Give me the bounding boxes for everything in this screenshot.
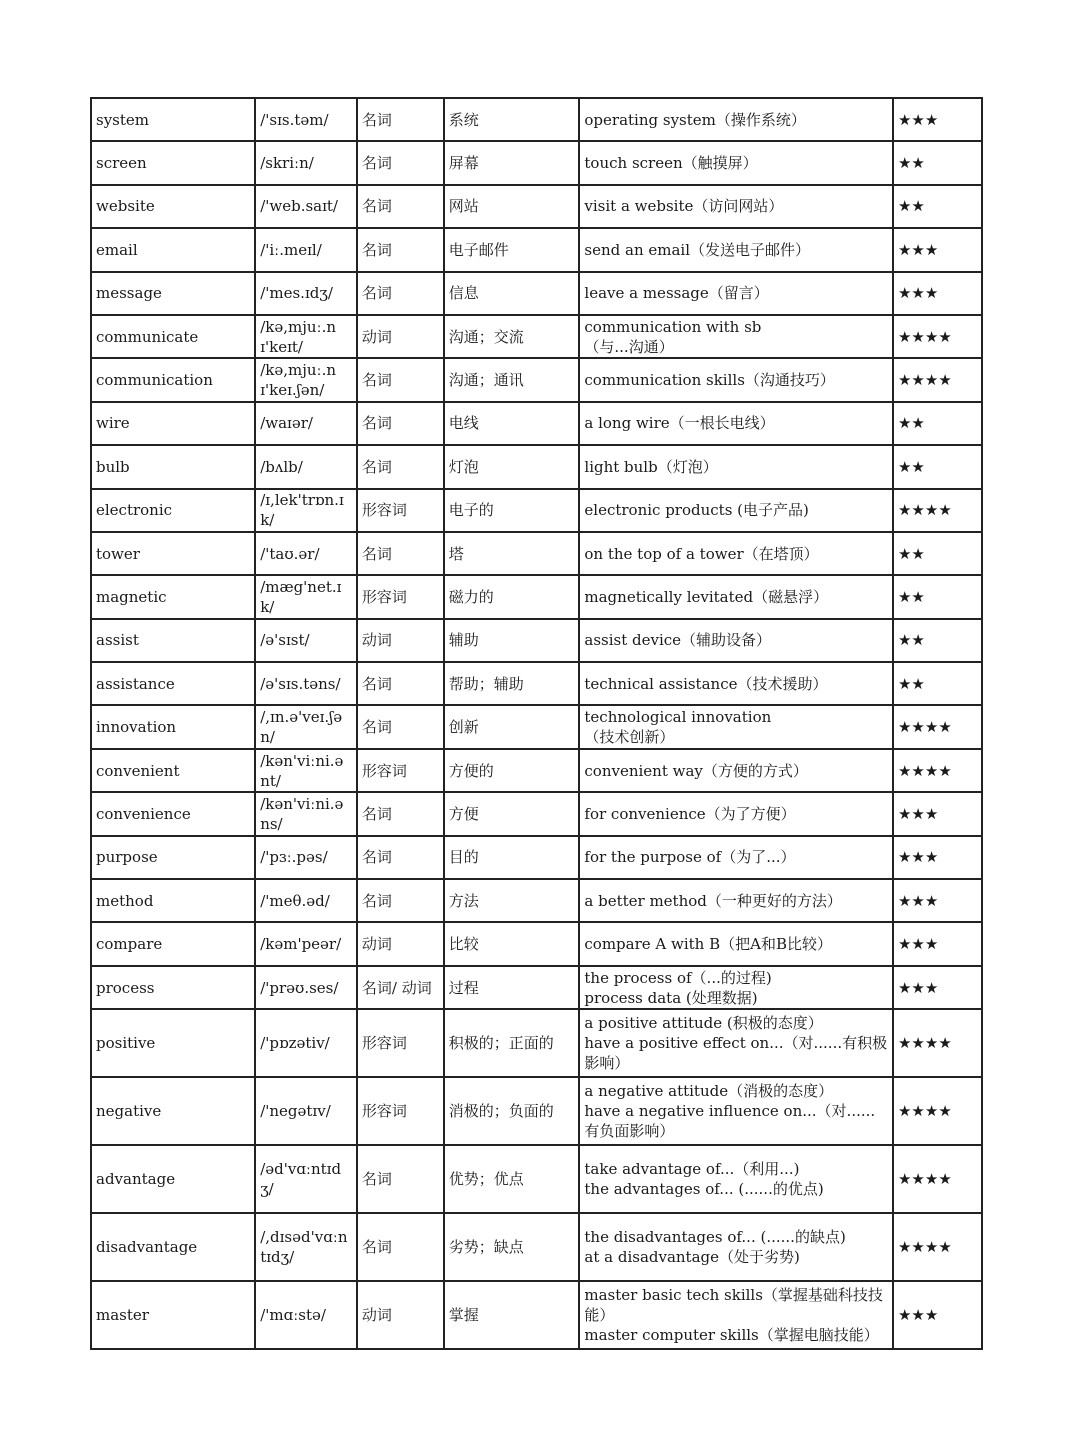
phonetic-cell: /kə,mjuː.nɪ'keɪt/ <box>255 315 357 358</box>
importance-stars-cell: ★★★★ <box>893 1077 982 1145</box>
word-cell: process <box>91 966 255 1009</box>
importance-stars-cell: ★★★★ <box>893 1145 982 1213</box>
word-cell: communication <box>91 358 255 401</box>
word-cell: master <box>91 1281 255 1349</box>
word-cell: email <box>91 228 255 271</box>
meaning-cell: 掌握 <box>444 1281 580 1349</box>
table-row <box>91 185 982 228</box>
meaning-cell: 过程 <box>444 966 580 1009</box>
example-cell: light bulb（灯泡） <box>579 445 893 488</box>
meaning-cell: 积极的；正面的 <box>444 1009 580 1077</box>
vocabulary-table <box>90 97 983 1350</box>
importance-stars-cell: ★★★★ <box>893 1009 982 1077</box>
table-row <box>91 575 982 618</box>
importance-stars-cell: ★★★ <box>893 228 982 271</box>
importance-stars-cell: ★★ <box>893 445 982 488</box>
word-cell: method <box>91 879 255 922</box>
example-cell: for convenience（为了方便） <box>579 792 893 835</box>
meaning-cell: 辅助 <box>444 619 580 662</box>
meaning-cell: 电线 <box>444 402 580 445</box>
meaning-cell: 屏幕 <box>444 141 580 184</box>
example-cell: leave a message（留言） <box>579 272 893 315</box>
table-row <box>91 1145 982 1213</box>
word-cell: negative <box>91 1077 255 1145</box>
importance-stars-cell: ★★★★ <box>893 315 982 358</box>
example-cell: electronic products (电子产品) <box>579 489 893 532</box>
word-cell: convenience <box>91 792 255 835</box>
table-row <box>91 315 982 358</box>
word-cell: assist <box>91 619 255 662</box>
part-of-speech-cell: 名词 <box>357 662 444 705</box>
meaning-cell: 优势；优点 <box>444 1145 580 1213</box>
part-of-speech-cell: 名词 <box>357 445 444 488</box>
importance-stars-cell: ★★★ <box>893 836 982 879</box>
importance-stars-cell: ★★★ <box>893 98 982 141</box>
meaning-cell: 目的 <box>444 836 580 879</box>
phonetic-cell: /'mes.ɪdʒ/ <box>255 272 357 315</box>
importance-stars-cell: ★★ <box>893 575 982 618</box>
table-row <box>91 662 982 705</box>
example-cell: communication skills（沟通技巧） <box>579 358 893 401</box>
example-cell: a better method（一种更好的方法） <box>579 879 893 922</box>
part-of-speech-cell: 名词 <box>357 1145 444 1213</box>
phonetic-cell: /mæg'net.ɪk/ <box>255 575 357 618</box>
part-of-speech-cell: 形容词 <box>357 575 444 618</box>
word-cell: tower <box>91 532 255 575</box>
word-cell: communicate <box>91 315 255 358</box>
meaning-cell: 电子的 <box>444 489 580 532</box>
table-row <box>91 98 982 141</box>
part-of-speech-cell: 名词 <box>357 1213 444 1281</box>
phonetic-cell: /'pɒzətiv/ <box>255 1009 357 1077</box>
table-row <box>91 228 982 271</box>
phonetic-cell: /'pɜː.pəs/ <box>255 836 357 879</box>
importance-stars-cell: ★★★★ <box>893 749 982 792</box>
table-row <box>91 141 982 184</box>
example-cell: master basic tech skills（掌握基础科技技能） master computer skills（掌握电脑技能） <box>579 1281 893 1349</box>
vocabulary-table-body <box>91 98 982 1349</box>
table-row <box>91 1281 982 1349</box>
part-of-speech-cell: 名词 <box>357 185 444 228</box>
word-cell: compare <box>91 922 255 965</box>
word-cell: positive <box>91 1009 255 1077</box>
table-row <box>91 705 982 748</box>
meaning-cell: 方便 <box>444 792 580 835</box>
table-row <box>91 966 982 1009</box>
phonetic-cell: /,ɪn.ə'veɪ.ʃən/ <box>255 705 357 748</box>
word-cell: disadvantage <box>91 1213 255 1281</box>
example-cell: a positive attitude (积极的态度） have a positive effect on...（对......有积极影响） <box>579 1009 893 1077</box>
phonetic-cell: /ə'sɪst/ <box>255 619 357 662</box>
importance-stars-cell: ★★ <box>893 402 982 445</box>
phonetic-cell: /əd'vɑːntɪdʒ/ <box>255 1145 357 1213</box>
word-cell: advantage <box>91 1145 255 1213</box>
phonetic-cell: /'mɑːstə/ <box>255 1281 357 1349</box>
example-cell: communication with sb （与...沟通） <box>579 315 893 358</box>
part-of-speech-cell: 动词 <box>357 1281 444 1349</box>
example-cell: visit a website（访问网站） <box>579 185 893 228</box>
importance-stars-cell: ★★★★ <box>893 358 982 401</box>
table-row <box>91 1213 982 1281</box>
example-cell: technological innovation （技术创新） <box>579 705 893 748</box>
meaning-cell: 灯泡 <box>444 445 580 488</box>
importance-stars-cell: ★★★ <box>893 1281 982 1349</box>
importance-stars-cell: ★★★★ <box>893 489 982 532</box>
example-cell: a long wire（一根长电线） <box>579 402 893 445</box>
part-of-speech-cell: 名词 <box>357 532 444 575</box>
table-row <box>91 402 982 445</box>
phonetic-cell: /waɪər/ <box>255 402 357 445</box>
part-of-speech-cell: 形容词 <box>357 1077 444 1145</box>
example-cell: operating system（操作系统） <box>579 98 893 141</box>
word-cell: screen <box>91 141 255 184</box>
phonetic-cell: /'sɪs.təm/ <box>255 98 357 141</box>
part-of-speech-cell: 动词 <box>357 315 444 358</box>
meaning-cell: 帮助；辅助 <box>444 662 580 705</box>
part-of-speech-cell: 名词 <box>357 705 444 748</box>
word-cell: convenient <box>91 749 255 792</box>
table-row <box>91 489 982 532</box>
part-of-speech-cell: 形容词 <box>357 749 444 792</box>
importance-stars-cell: ★★★ <box>893 922 982 965</box>
example-cell: take advantage of...（利用...) the advantages of... (......的优点) <box>579 1145 893 1213</box>
word-cell: website <box>91 185 255 228</box>
table-row <box>91 749 982 792</box>
phonetic-cell: /kə,mjuː.nɪ'keɪ.ʃən/ <box>255 358 357 401</box>
phonetic-cell: /ɪ,lek'trɒn.ɪk/ <box>255 489 357 532</box>
importance-stars-cell: ★★ <box>893 662 982 705</box>
word-cell: message <box>91 272 255 315</box>
phonetic-cell: /'meθ.əd/ <box>255 879 357 922</box>
example-cell: compare A with B（把A和B比较） <box>579 922 893 965</box>
word-cell: purpose <box>91 836 255 879</box>
example-cell: send an email（发送电子邮件） <box>579 228 893 271</box>
table-row <box>91 272 982 315</box>
table-row <box>91 792 982 835</box>
meaning-cell: 比较 <box>444 922 580 965</box>
part-of-speech-cell: 名词 <box>357 792 444 835</box>
importance-stars-cell: ★★★ <box>893 792 982 835</box>
example-cell: a negative attitude（消极的态度） have a negative influence on...（对......有负面影响） <box>579 1077 893 1145</box>
phonetic-cell: /'taʊ.ər/ <box>255 532 357 575</box>
example-cell: technical assistance（技术援助） <box>579 662 893 705</box>
importance-stars-cell: ★★ <box>893 185 982 228</box>
word-cell: assistance <box>91 662 255 705</box>
importance-stars-cell: ★★★★ <box>893 1213 982 1281</box>
importance-stars-cell: ★★★ <box>893 966 982 1009</box>
table-row <box>91 1009 982 1077</box>
part-of-speech-cell: 名词 <box>357 879 444 922</box>
importance-stars-cell: ★★ <box>893 532 982 575</box>
phonetic-cell: /kən'viːni.əns/ <box>255 792 357 835</box>
importance-stars-cell: ★★★ <box>893 272 982 315</box>
table-row <box>91 922 982 965</box>
meaning-cell: 塔 <box>444 532 580 575</box>
phonetic-cell: /kəm'peər/ <box>255 922 357 965</box>
part-of-speech-cell: 名词 <box>357 358 444 401</box>
table-row <box>91 836 982 879</box>
phonetic-cell: /'web.saɪt/ <box>255 185 357 228</box>
phonetic-cell: /'negətɪv/ <box>255 1077 357 1145</box>
table-row <box>91 445 982 488</box>
meaning-cell: 磁力的 <box>444 575 580 618</box>
example-cell: the process of（...的过程) process data (处理数据) <box>579 966 893 1009</box>
example-cell: touch screen（触摸屏） <box>579 141 893 184</box>
meaning-cell: 方便的 <box>444 749 580 792</box>
part-of-speech-cell: 名词/ 动词 <box>357 966 444 1009</box>
example-cell: for the purpose of（为了...） <box>579 836 893 879</box>
part-of-speech-cell: 动词 <box>357 619 444 662</box>
importance-stars-cell: ★★ <box>893 619 982 662</box>
meaning-cell: 电子邮件 <box>444 228 580 271</box>
example-cell: the disadvantages of... (......的缺点) at a disadvantage（处于劣势) <box>579 1213 893 1281</box>
phonetic-cell: /bʌlb/ <box>255 445 357 488</box>
phonetic-cell: /'prəʊ.ses/ <box>255 966 357 1009</box>
word-cell: electronic <box>91 489 255 532</box>
phonetic-cell: /,dɪsəd'vɑːntɪdʒ/ <box>255 1213 357 1281</box>
meaning-cell: 劣势；缺点 <box>444 1213 580 1281</box>
word-cell: bulb <box>91 445 255 488</box>
phonetic-cell: /ə'sɪs.təns/ <box>255 662 357 705</box>
table-row <box>91 1077 982 1145</box>
word-cell: innovation <box>91 705 255 748</box>
importance-stars-cell: ★★ <box>893 141 982 184</box>
example-cell: on the top of a tower（在塔顶） <box>579 532 893 575</box>
part-of-speech-cell: 形容词 <box>357 1009 444 1077</box>
example-cell: magnetically levitated（磁悬浮） <box>579 575 893 618</box>
table-row <box>91 532 982 575</box>
importance-stars-cell: ★★★ <box>893 879 982 922</box>
meaning-cell: 系统 <box>444 98 580 141</box>
word-cell: system <box>91 98 255 141</box>
phonetic-cell: /skriːn/ <box>255 141 357 184</box>
phonetic-cell: /kən'viːni.ənt/ <box>255 749 357 792</box>
meaning-cell: 沟通；交流 <box>444 315 580 358</box>
table-row <box>91 358 982 401</box>
meaning-cell: 沟通；通讯 <box>444 358 580 401</box>
meaning-cell: 方法 <box>444 879 580 922</box>
meaning-cell: 信息 <box>444 272 580 315</box>
table-row <box>91 619 982 662</box>
part-of-speech-cell: 形容词 <box>357 489 444 532</box>
table-row <box>91 879 982 922</box>
meaning-cell: 网站 <box>444 185 580 228</box>
part-of-speech-cell: 名词 <box>357 402 444 445</box>
word-cell: magnetic <box>91 575 255 618</box>
part-of-speech-cell: 名词 <box>357 98 444 141</box>
part-of-speech-cell: 名词 <box>357 272 444 315</box>
part-of-speech-cell: 动词 <box>357 922 444 965</box>
part-of-speech-cell: 名词 <box>357 228 444 271</box>
importance-stars-cell: ★★★★ <box>893 705 982 748</box>
part-of-speech-cell: 名词 <box>357 141 444 184</box>
part-of-speech-cell: 名词 <box>357 836 444 879</box>
word-cell: wire <box>91 402 255 445</box>
example-cell: assist device（辅助设备） <box>579 619 893 662</box>
example-cell: convenient way（方便的方式） <box>579 749 893 792</box>
phonetic-cell: /'iː.meɪl/ <box>255 228 357 271</box>
meaning-cell: 消极的；负面的 <box>444 1077 580 1145</box>
meaning-cell: 创新 <box>444 705 580 748</box>
